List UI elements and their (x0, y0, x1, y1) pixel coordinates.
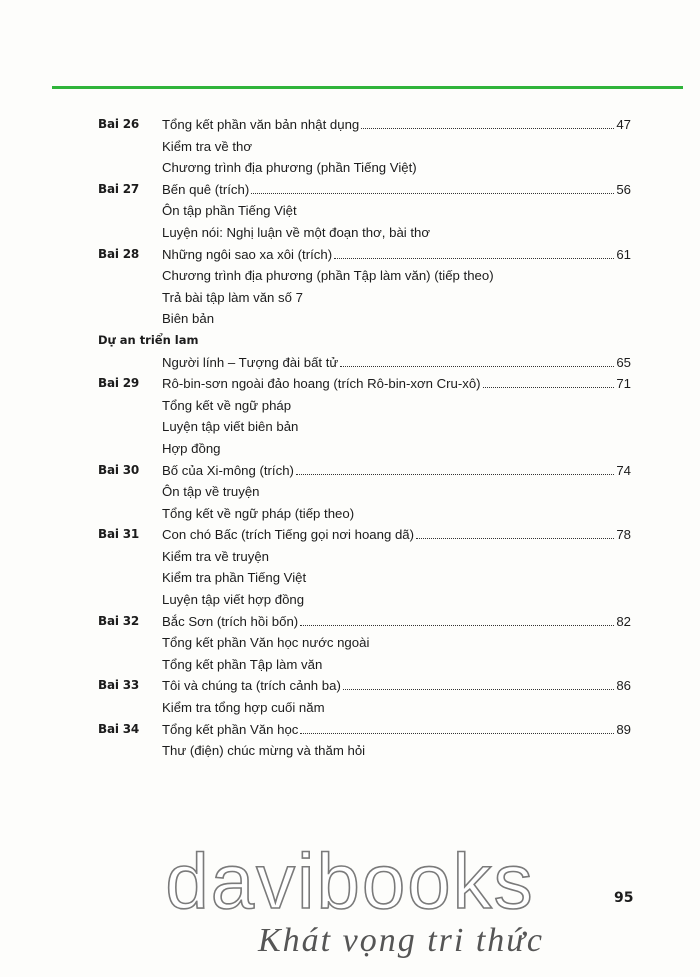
entry-title: Con chó Bấc (trích Tiếng gọi nơi hoang dã) (162, 527, 415, 543)
toc-entry (162, 114, 631, 136)
toc-row (94, 222, 631, 244)
entry-page: 86 (616, 678, 631, 694)
toc-row (94, 438, 631, 460)
toc-row (94, 287, 631, 309)
page-number: 95 (614, 890, 634, 906)
toc-entry (162, 503, 631, 525)
davibooks-logo (150, 846, 550, 916)
entry-title: Ôn tập về truyện (162, 484, 260, 500)
toc-entry (162, 611, 631, 633)
toc-row (94, 567, 631, 589)
toc-row (94, 244, 631, 266)
dot-leader (343, 688, 614, 690)
dot-leader (300, 624, 614, 626)
toc-row (94, 200, 631, 222)
toc-row (94, 546, 631, 568)
entry-title: Ôn tập phần Tiếng Việt (162, 203, 297, 219)
toc-row (94, 654, 631, 676)
toc-row (94, 675, 631, 697)
toc-entry (162, 179, 631, 201)
toc-entry (162, 524, 631, 546)
lesson-label: Bai 34 (98, 721, 140, 736)
toc-entry (162, 136, 631, 158)
entry-title: Luyện nói: Nghị luận về một đoạn thơ, bài thơ (162, 224, 431, 240)
toc-row (94, 416, 631, 438)
entry-title: Tổng kết về ngữ pháp (162, 397, 292, 413)
toc-entry (162, 632, 631, 654)
lesson-label: Bai 32 (98, 613, 140, 628)
toc-entry (162, 567, 631, 589)
toc-entry (162, 546, 631, 568)
lesson-label: Bai 30 (98, 462, 140, 477)
entry-title: Tổng kết phần Văn học (162, 721, 299, 737)
lesson-label: Bai 29 (98, 376, 140, 391)
dot-leader (483, 386, 615, 388)
entry-title: Bến quê (trích) (162, 181, 250, 197)
lesson-label: Bai 27 (98, 181, 140, 196)
lesson-label: Bai 33 (98, 678, 140, 693)
dot-leader (416, 537, 614, 539)
toc-entry (162, 265, 631, 287)
entry-page: 47 (616, 117, 631, 132)
toc-row (94, 524, 631, 546)
entry-page: 61 (616, 246, 631, 262)
toc-entry (162, 352, 631, 374)
toc-row (94, 481, 631, 503)
entry-title: Hợp đồng (162, 440, 221, 456)
table-of-contents (94, 114, 631, 762)
entry-title: Trả bài tập làm văn số 7 (162, 289, 303, 305)
dot-leader (251, 192, 614, 194)
entry-title: Kiểm tra về truyện (162, 548, 270, 564)
entry-title: Tôi và chúng ta (trích cảnh ba) (162, 678, 341, 694)
entry-page: 56 (616, 181, 631, 197)
toc-entry (162, 654, 631, 676)
toc-row (94, 179, 631, 201)
toc-entry (162, 395, 631, 417)
toc-row (94, 157, 631, 179)
toc-entry (162, 438, 631, 460)
dot-leader (340, 365, 614, 367)
entry-title: Những ngôi sao xa xôi (trích) (162, 246, 333, 262)
toc-entry (162, 222, 631, 244)
dot-leader (296, 473, 614, 475)
entry-title: Chương trình địa phương (phần Tập làm văn) (tiếp theo) (162, 268, 494, 284)
entry-title: Luyện tập viết hợp đồng (162, 592, 305, 608)
toc-row (94, 632, 631, 654)
toc-entry (162, 740, 631, 762)
toc-entry (162, 589, 631, 611)
toc-entry (162, 675, 631, 697)
toc-row (94, 330, 631, 352)
toc-entry (162, 287, 631, 309)
toc-row (94, 589, 631, 611)
toc-row (94, 136, 631, 158)
toc-entry (162, 481, 631, 503)
toc-entry (162, 308, 631, 330)
lesson-label: Bai 26 (98, 117, 140, 131)
dot-leader (300, 732, 614, 734)
entry-title: Chương trình địa phương (phần Tiếng Việt) (162, 160, 417, 176)
entry-title: Tổng kết phần Văn học nước ngoài (162, 635, 370, 651)
entry-title: Luyện tập viết biên bản (162, 419, 299, 435)
toc-entry (162, 200, 631, 222)
entry-title: Tổng kết phần Tập làm văn (162, 656, 323, 672)
entry-title: Tổng kết về ngữ pháp (tiếp theo) (162, 505, 355, 521)
entry-title: Bố của Xi-mông (trích) (162, 462, 294, 478)
toc-row (94, 395, 631, 417)
lesson-label: Bai 31 (98, 527, 140, 542)
toc-row (94, 460, 631, 482)
entry-title: Rô-bin-sơn ngoài đảo hoang (trích Rô-bin-xơn Cru-xô) (162, 376, 481, 392)
entry-page: 65 (616, 354, 631, 370)
entry-title: Kiểm tra tổng hợp cuối năm (162, 700, 325, 716)
toc-row (94, 352, 631, 374)
toc-entry (162, 416, 631, 438)
toc-row (94, 740, 631, 762)
entry-title: Bắc Sơn (trích hồi bốn) (162, 613, 299, 629)
entry-title: Kiểm tra về thơ (162, 138, 253, 154)
toc-entry (162, 460, 631, 482)
toc-entry (162, 719, 631, 741)
toc-row (94, 503, 631, 525)
toc-entry (162, 373, 631, 395)
entry-title: Kiểm tra phần Tiếng Việt (162, 570, 307, 586)
entry-title: Biên bản (162, 311, 215, 327)
toc-row (94, 611, 631, 633)
toc-entry (162, 157, 631, 179)
toc-row (94, 697, 631, 719)
dot-leader (334, 257, 614, 259)
entry-page: 78 (616, 527, 631, 543)
entry-title: Thư (điện) chúc mừng và thăm hỏi (162, 743, 366, 759)
entry-page: 74 (616, 462, 631, 478)
toc-entry (162, 697, 631, 719)
toc-row (94, 265, 631, 287)
entry-page: 82 (616, 613, 631, 629)
entry-page: 89 (616, 721, 631, 737)
toc-row (94, 719, 631, 741)
entry-title: Người lính – Tượng đài bất tử (162, 354, 339, 370)
toc-row (94, 308, 631, 330)
lesson-label: Bai 28 (98, 246, 140, 261)
slogan: Khát vọng tri thức (258, 922, 544, 959)
entry-title: Tổng kết phần văn bản nhật dụng (162, 117, 360, 132)
entry-page: 71 (616, 376, 631, 392)
logo-text: davibooks (165, 846, 535, 916)
section-heading: Dự an triển lam (98, 332, 199, 347)
toc-entry (162, 244, 631, 266)
toc-row (94, 114, 631, 136)
header-rule (52, 86, 683, 89)
dot-leader (361, 127, 614, 129)
toc-row (94, 373, 631, 395)
